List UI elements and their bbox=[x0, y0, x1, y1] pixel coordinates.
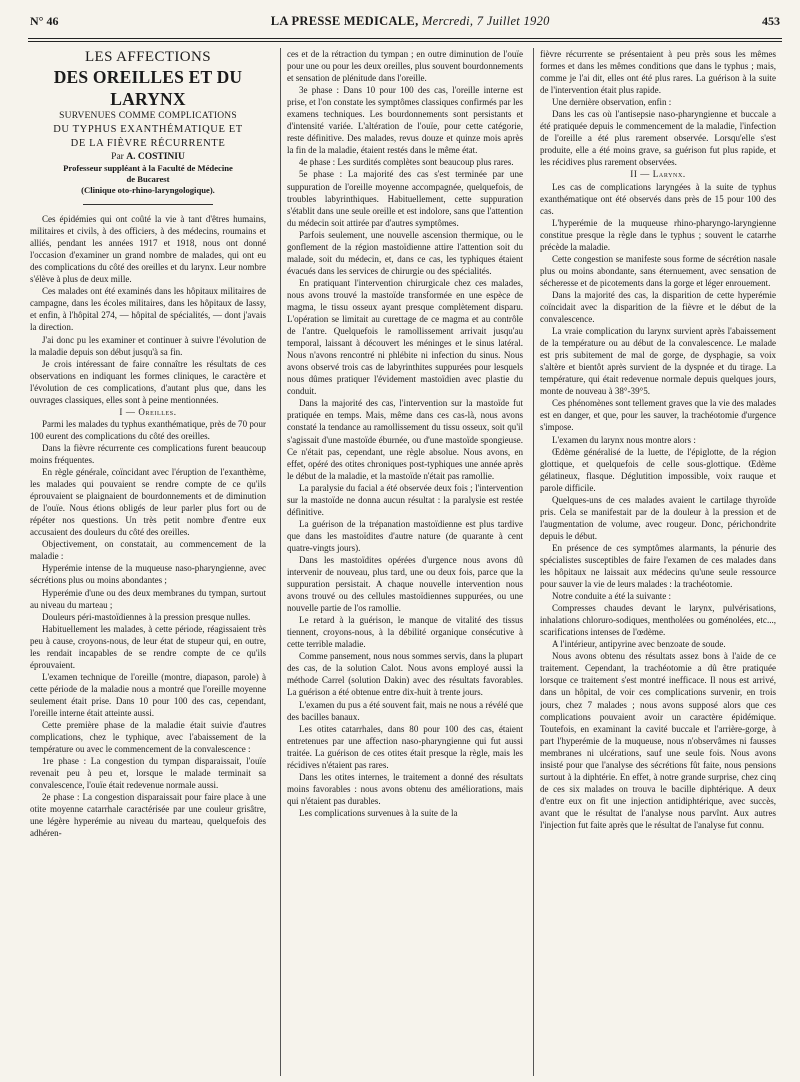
paragraph: Ces phénomènes sont tellement graves que la vie des malades est en danger, et que, pour les sauver, la trachéotomie d'urgence s'impose. bbox=[540, 398, 776, 433]
paragraph: Dans les otites internes, le traitement a donné des résultats moins favorables : nous avons obtenu des améliorations, mais qui n'étaient pas durables. bbox=[287, 771, 523, 806]
issue-number: N° 46 bbox=[30, 14, 59, 28]
title-separator bbox=[83, 204, 213, 205]
paragraph: Dans la majorité des cas, l'intervention sur la mastoïde fut pratiquée en temps. Mais, même dans ces cas-là, nous avons constaté la tendance au ramollissement du tissu osseux, soit qu'il s'agissait d'une mastoïde éburnée, ou d'une mastoïde spongieuse. Ce n'était pas, cependant, une règle absolue. Nous avons, en effet, opéré des otites chroniques post-typhiques une année après le début de la maladie, et la mastoïde n'était pas ramollie. bbox=[287, 398, 523, 481]
paragraph: En pratiquant l'intervention chirurgicale chez ces malades, nous avons trouvé la mastoïde transformée en une espèce de magma, le tissu osseux ayant presque complètement disparu. L'opération se limitait au curettage de ce magma et au contrôle de l'antre. Quelquefois le ramollissement arrivait jusqu'au temporal, laissant à découvert les méninges et le sinus latéral. Nous n'avons rencontré ni phlébite ni infection du sinus. Nous avons observé trois cas de labyrinthites suppurées pour lesquels nous dûmes pratiquer l'évidement mastoïdien avec plastie du conduit. bbox=[287, 277, 523, 397]
section-heading-larynx: II — Larynx. bbox=[630, 169, 686, 180]
header-rule-double bbox=[28, 41, 782, 42]
paragraph: 4e phase : Les surdités complètes sont beaucoup plus rares. bbox=[299, 157, 514, 168]
author-affiliation-2: de Bucarest bbox=[126, 174, 170, 185]
paragraph: En règle générale, coïncidant avec l'éruption de l'exanthème, les malades qui pouvaient se rendre compte de ce qu'ils éprouvaient se plaignaient de bourdonnements et de diminution de l'ouïe. Nous étions obligés de leur parler plus fort ou de répéter nos questions. Un très petit nombre d'entre eux accusaient des douleurs du côté des oreilles. bbox=[30, 467, 266, 538]
paragraph: Compresses chaudes devant le larynx, pulvérisations, inhalations chloruro-sodiques, mentholées ou goménolées, etc..., scarifications intenses de l'œdème. bbox=[540, 603, 776, 638]
author-affiliation-3: (Clinique oto-rhino-laryngologique). bbox=[81, 185, 215, 196]
column-2 bbox=[287, 48, 523, 1078]
paragraph: Quelques-uns de ces malades avaient le cartilage thyroïde pris. Cela se manifestait par de la douleur à la pression et de l'augmentation de volume, avec rougeur. Donc, périchondrite depuis le début. bbox=[540, 494, 776, 541]
paragraph: ces et de la rétraction du tympan ; en outre diminution de l'ouïe pour une ou pour les deux oreilles, plus souvent bourdonnements et sensation de plénitude dans l'oreille. bbox=[287, 49, 523, 84]
paragraph: J'ai donc pu les examiner et continuer à suivre l'évolution de la maladie depuis son début jusqu'à sa fin. bbox=[30, 334, 266, 357]
paragraph: L'hyperémie de la muqueuse rhino-pharyngo-laryngienne constitue presque la règle dans le typhus ; souvent le catarrhe précède la maladie. bbox=[540, 217, 776, 252]
paragraph: 1re phase : La congestion du tympan disparaissait, l'ouïe revenait peu à peu et, lorsque le malade terminait sa convalescence, l'ouïe était redevenue normale aussi. bbox=[30, 756, 266, 791]
paragraph: Objectivement, on constatait, au commencement de la maladie : bbox=[30, 539, 266, 562]
paragraph: Dans la fièvre récurrente ces complications furent beaucoup moins fréquentes. bbox=[30, 442, 266, 465]
paragraph: Dans les cas où l'antisepsie naso-pharyngienne et buccale a été pratiquée depuis le commencement de la maladie, l'infection de l'oreille a été plus rarement observée. Lorsqu'elle s'est produite, elle a été moins grave, sa guérison fut plus rapide, et les récidives plus rarement observées. bbox=[540, 109, 776, 168]
paragraph: Comme pansement, nous nous sommes servis, dans la plupart des cas, de la solution Calot. Nous avons employé aussi la méthode Carrel (solution Dakin) avec des résultats favorables. La guérison a été obtenue entre dix-huit à trente jours. bbox=[287, 651, 523, 698]
paragraph: Dans la majorité des cas, la disparition de cette hyperémie coïncidait avec la disparition de la fièvre et le début de la convalescence. bbox=[540, 289, 776, 325]
paragraph: Parmi les malades du typhus exanthématique, près de 70 pour 100 eurent des complications du côté des oreilles. bbox=[30, 418, 266, 441]
paragraph: Les complications survenues à la suite de la bbox=[299, 807, 458, 818]
paragraph: Ces épidémies qui ont coûté la vie à tant d'êtres humains, militaires et civils, à des officiers, à des médecins, roumains et alliés, pendant les années 1917 et 1918, nous ont donné l'occasion d'examiner un grand nombre de malades, qui ont eu des complications du côté des oreilles et du larynx. Leur nombre s'élève à plus de deux mille. bbox=[30, 214, 266, 285]
paragraph: Cette première phase de la maladie était suivie d'autres complications, chez le typhique, avec l'abaissement de la température ou avec le commencement de la convalescence : bbox=[30, 720, 266, 755]
column-divider bbox=[280, 48, 281, 1076]
article-title-line1: LES AFFECTIONS bbox=[84, 49, 212, 65]
article-subtitle-1: SURVENUES COMME COMPLICATIONS bbox=[59, 111, 237, 121]
paragraph: Notre conduite a été la suivante : bbox=[552, 591, 672, 602]
paragraph: Le retard à la guérison, le manque de vitalité des tissus tiennent, croyons-nous, à la débilité organique consécutive à cette terrible maladie. bbox=[287, 615, 523, 650]
page-number: 453 bbox=[762, 14, 780, 28]
paragraph: fièvre récurrente se présentaient à peu près sous les mêmes formes et dans les mêmes conditions que dans le typhus ; mais, comme je l'ai dit, elles ont été plus rares. La guérison à la suite de l'intervention était plus rapide. bbox=[540, 49, 776, 96]
paragraph: Douleurs péri-mastoïdiennes à la pression presque nulles. bbox=[42, 611, 251, 622]
paragraph: A l'intérieur, antipyrine avec benzoate de soude. bbox=[552, 639, 726, 650]
author-line bbox=[30, 151, 266, 163]
paragraph: Parfois seulement, une nouvelle ascension thermique, ou le gonflement de la région mastoïdienne attire l'attention soit du malade, soit du médecin, et, dans ce cas, les typhiques étaient évacués dans les services de chirurgie ou des spécialités. bbox=[287, 229, 523, 276]
paragraph: Dans les mastoïdites opérées d'urgence nous avons dû intervenir de nouveau, plus tard, une ou deux fois, parce que la suppuration persistait. A chaque nouvelle intervention nous avons trouvé ou des cellules mastoïdiennes suppurées, ou une nouvelle partie de l'os ramollie. bbox=[287, 554, 523, 614]
publication-date: Mercredi, 7 Juillet 1920 bbox=[421, 14, 550, 28]
paragraph: En présence de ces symptômes alarmants, la pénurie des spécialistes susceptibles de faire l'examen de ces malades dans les hôpitaux ne laissait aux médecins qu'une seule ressource pour sauver la vie de leurs malades : la trachéotomie. bbox=[540, 542, 776, 590]
paragraph: 5e phase : La majorité des cas s'est terminée par une suppuration de l'oreille moyenne accompagnée, quelquefois, de troubles labyrinthiques. Habituellement, cette suppuration s'établit dans une seule oreille et est indolore, sans que l'attention du médecin soit attirée par d'autres symptômes. bbox=[287, 169, 523, 228]
article-subtitle-2: DU TYPHUS EXANTHÉMATIQUE ET bbox=[53, 124, 243, 135]
paragraph: 3e phase : Dans 10 pour 100 des cas, l'oreille interne est prise, et l'on constate les symptômes classiques confirmés par les examens techniques. Les bourdonnements sont persistants et d'intensité variée. L'altération de l'ouïe, pour cette catégorie, reste définitive. Des malades, revus douze et quinze mois après la fin de la maladie, étaient restés dans le même état. bbox=[287, 85, 523, 156]
paragraph: La guérison de la trépanation mastoïdienne est plus tardive que dans les mastoïdites d'autre nature (de quarante à cent quatre-vingts jours). bbox=[287, 518, 523, 553]
paragraph: Habituellement les malades, à cette période, réagissaient très peu à cause, croyons-nous, de leur état de stupeur qui, en outre, les rendait incapables de se rendre compte de ce qu'ils éprouvaient. bbox=[30, 623, 266, 670]
paragraph: 2e phase : La congestion disparaissait pour faire place à une otite moyenne catarrhale caractérisée par une couleur grisâtre, une légère hyperémie au niveau du marteau, quelquefois des adhéren- bbox=[30, 792, 266, 839]
author-affiliation-1: Professeur suppléant à la Faculté de Médecine bbox=[63, 163, 233, 174]
paragraph: Œdème généralisé de la luette, de l'épiglotte, de la région glottique, et quelquefois de celle sous-glottique. Œdème gélatineux, flasque. Déglutition impossible, voix rauque et parole difficile. bbox=[540, 446, 776, 493]
paragraph: Une dernière observation, enfin : bbox=[552, 97, 672, 108]
paragraph: La vraie complication du larynx survient après l'abaissement de la température ou au début de la convalescence. Le malade est pris subitement de mal de gorge, de dysphagie, sa voix s'altère et bientôt après survient de la dyspnée et du tirage. La température, qui était redevenue normale depuis quelques jours, monte de nouveau à 38°-39°5. bbox=[540, 326, 776, 397]
column-divider bbox=[533, 48, 534, 1076]
paragraph: La paralysie du facial a été observée deux fois ; l'intervention sur la mastoïde ne donna aucun résultat : la paralysie est restée définitive. bbox=[287, 482, 523, 517]
paragraph: Les cas de complications laryngées à la suite de typhus exanthématique ont été observés dans près de 15 pour 100 des cas. bbox=[540, 181, 776, 216]
paragraph: L'examen du larynx nous montre alors : bbox=[552, 434, 696, 445]
author-name: A. COSTINIU bbox=[126, 152, 185, 162]
paragraph: Cette congestion se manifeste sous forme de sécrétion nasale plus ou moins abondante, sans éternuement, avec sensation de sécheresse et de picotements dans la gorge et léger enrouement. bbox=[540, 253, 776, 288]
section-heading-oreilles: I — Oreilles. bbox=[119, 406, 177, 417]
paragraph: L'examen technique de l'oreille (montre, diapason, parole) à cette période de la maladie nous a montré que l'oreille moyenne seulement était prise. Dans 10 pour 100 des cas, cependant, l'oreille interne était atteinte aussi. bbox=[30, 671, 266, 718]
column-3 bbox=[540, 48, 776, 1078]
author-prefix: Par bbox=[111, 152, 124, 162]
article-title-line2: DES OREILLES ET DU LARYNX bbox=[53, 67, 243, 109]
journal-masthead bbox=[271, 14, 550, 29]
paragraph: Hyperémie intense de la muqueuse naso-pharyngienne, avec sécrétions plus ou moins abondantes ; bbox=[30, 563, 266, 586]
paragraph: Ces malades ont été examinés dans les hôpitaux militaires de campagne, dans les écoles militaires, dans les hôpitaux de Iassy, et enfin, à l'hôpital 274, — hôpital de spécialités, — dont j'avais la direction. bbox=[30, 286, 266, 333]
article-subtitle-3: DE LA FIÈVRE RÉCURRENTE bbox=[70, 138, 226, 149]
paragraph: Je crois intéressant de faire connaître les résultats de ces observations en indiquant les formes cliniques, le caractère et l'évolution de ces complications, d'autant plus que, dans les ouvrages classiques, elles sont à peine mentionnées. bbox=[30, 358, 266, 405]
column-1 bbox=[30, 48, 266, 1078]
paragraph: Hyperémie d'une ou des deux membranes du tympan, surtout au niveau du marteau ; bbox=[30, 587, 266, 610]
paragraph: Nous avons obtenu des résultats assez bons à l'aide de ce traitement. Cependant, la trachéotomie a dû être pratiquée lorsque ce traitement s'est montré inefficace. Il nous est arrivé, dans un hôpital, de voir ces complications survenir, en trois jours, chez 7 malades ; nous avons supposé alors que ces complications pouvaient avoir un caractère épidémique. Toutefois, en examinant la cavité buccale et l'arrière-gorge, à part l'hyperémie de la muqueuse, nous n'observâmes ni fausses membranes ni ulcérations, sauf une seule fois. Nous avons insisté pour que l'analyse des sécrétions fût faite, nous pensions surtout à la diphtérie. En effet, à notre grande surprise, chez cinq de ces six malades on trouva le bacille diphtérique. A deux d'entre eux on fit une injection antidiphtérique, avec succès, avant que le résultat de l'analyse nous parvînt. Aux autres l'injection fut faite après que le résultat de l'analyse fut connu. bbox=[540, 651, 776, 830]
paragraph: L'examen du pus a été souvent fait, mais ne nous a révélé que des bacilles banaux. bbox=[287, 699, 523, 722]
page-header bbox=[30, 14, 780, 36]
paragraph: Les otites catarrhales, dans 80 pour 100 des cas, étaient entretenues par une affection naso-pharyngienne qui fut aussi traitée. La guérison de ces otites était presque la règle, mais les récidives n'étaient pas rares. bbox=[287, 723, 523, 770]
journal-name: LA PRESSE MEDICALE, bbox=[270, 14, 419, 28]
header-rule bbox=[28, 38, 782, 39]
